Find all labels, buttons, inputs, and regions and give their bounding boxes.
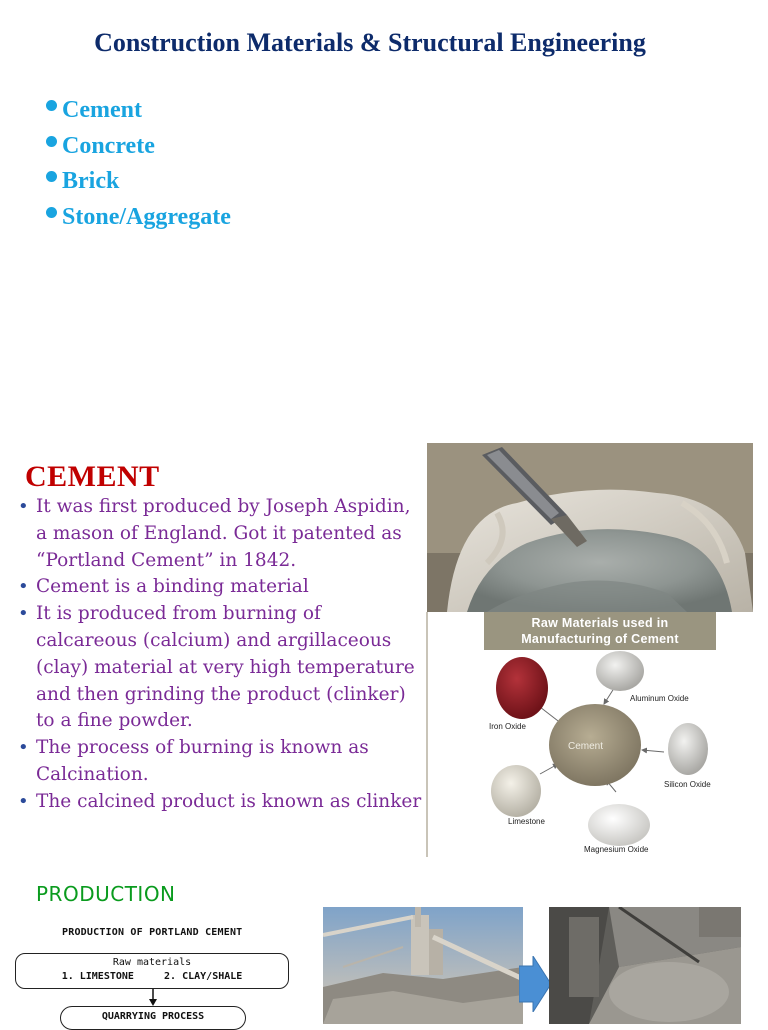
raw-materials-diagram xyxy=(426,612,768,857)
topic-item: Concrete xyxy=(44,130,231,166)
cement-bag-photo xyxy=(427,443,753,612)
magnesium-oxide-label: Magnesium Oxide xyxy=(584,845,649,854)
cement-plant-photo xyxy=(323,907,523,1024)
raw-materials-box xyxy=(15,953,289,989)
box-line: Raw materials xyxy=(112,957,192,968)
silicon-oxide-label: Silicon Oxide xyxy=(664,780,711,789)
fact-item: • The calcined product is known as clinker xyxy=(16,789,426,816)
fact-item: • The process of burning is known as Calcination. xyxy=(16,735,426,789)
iron-oxide-label: Iron Oxide xyxy=(489,722,526,731)
banner-line: Manufacturing of Cement xyxy=(521,632,679,646)
slide-title: Construction Materials & Structural Engineering xyxy=(94,28,646,57)
fact-item: • It was first produced by Joseph Aspidin, a mason of England. Got it patented as “Portland Cement” in 1842. xyxy=(16,494,426,574)
limestone-pile xyxy=(491,765,541,817)
fact-item: • Cement is a binding material xyxy=(16,574,426,601)
limestone-label: Limestone xyxy=(508,817,545,826)
quarrying-process-box: QUARRYING PROCESS xyxy=(60,1006,246,1030)
flowchart-title: PRODUCTION OF PORTLAND CEMENT xyxy=(62,927,243,938)
aluminum-oxide-pile xyxy=(596,651,644,691)
iron-oxide-pile xyxy=(496,657,548,719)
silicon-oxide-pile xyxy=(668,723,708,775)
topic-item: Cement xyxy=(44,94,231,130)
banner-line: Raw Materials used in xyxy=(531,616,669,630)
fact-item: • It is produced from burning of calcareous (calcium) and argillaceous (clay) material at very high temperature and then grinding the product (clinker) to a fine powder. xyxy=(16,601,426,735)
topic-item: Brick xyxy=(44,165,231,201)
topic-list xyxy=(44,94,231,236)
cement-facts-list xyxy=(16,494,426,816)
production-heading: PRODUCTION xyxy=(36,882,176,906)
cement-heading: CEMENT xyxy=(25,460,160,493)
aluminum-oxide-label: Aluminum Oxide xyxy=(630,694,689,703)
crusher-machinery-photo xyxy=(549,907,741,1024)
flow-down-arrow-icon xyxy=(146,989,160,1007)
process-arrow-icon xyxy=(519,956,551,1012)
magnesium-oxide-pile xyxy=(588,804,650,846)
topic-item: Stone/Aggregate xyxy=(44,201,231,237)
box-line: 1. LIMESTONE 2. CLAY/SHALE xyxy=(61,971,243,982)
cement-label: Cement xyxy=(568,741,604,752)
